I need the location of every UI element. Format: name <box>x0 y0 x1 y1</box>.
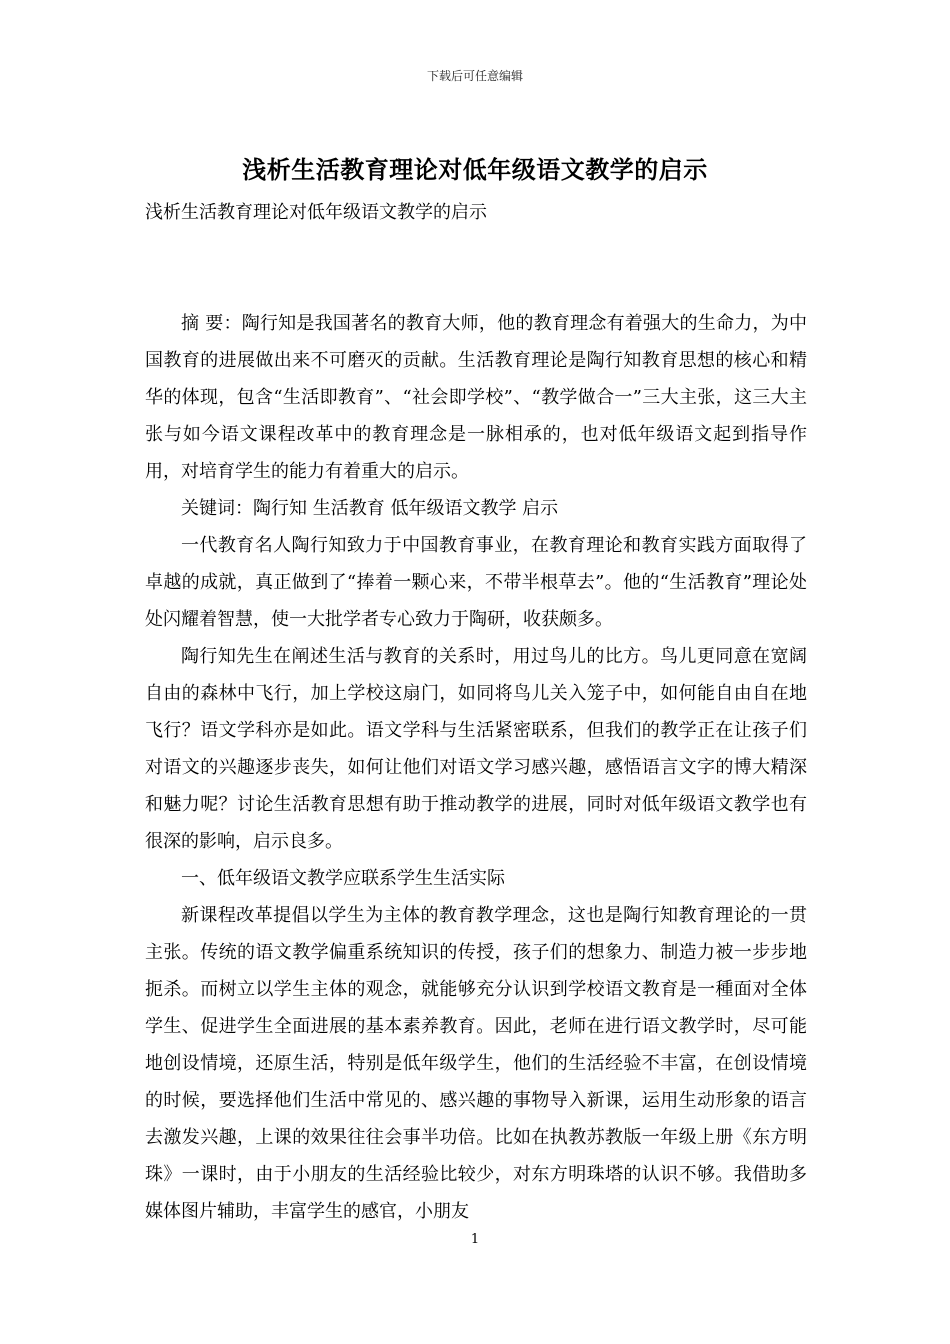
abstract-paragraph: 摘 要：陶行知是我国著名的教育大师，他的教育理念有着强大的生命力，为中国教育的进展做出来不可磨灭的贡献。生活教育理论是陶行知教育思想的核心和精华的体现，包含“生活即教育”、“社会即学校”、“教学做合一”三大主张，这三大主张与如今语文课程改革中的教育理念是一脉相承的，也对低年级语文起到指导作用，对培育学生的能力有着重大的启示。 <box>145 313 807 482</box>
body-paragraph-2: 陶行知先生在阐述生活与教育的关系时，用过鸟儿的比方。鸟儿更同意在宽阔自由的森林中飞行，加上学校这扇门，如同将鸟儿关入笼子中，如何能自由自在地飞行？语文学科亦是如此。语文学科与生活紧密联系，但我们的教学正在让孩子们对语文的兴趣逐步丧失，如何让他们对语文学习感兴趣，感悟语言文字的博大精深和魅力呢？讨论生活教育思想有助于推动教学的进展，同时对低年级语文教学也有很深的影响，启示良多。 <box>145 646 807 852</box>
document-title: 浅析生活教育理论对低年级语文教学的启示 <box>242 156 708 184</box>
document-body <box>145 194 807 1230</box>
page-number: 1 <box>470 1232 480 1247</box>
section-heading: 一、低年级语文教学应联系学生生活实际 <box>181 868 505 889</box>
keywords-line: 关键词：陶行知 生活教育 低年级语文教学 启示 <box>181 498 559 519</box>
body-paragraph-1: 一代教育名人陶行知致力于中国教育事业，在教育理论和教育实践方面取得了卓越的成就，真正做到了“捧着一颗心来，不带半根草去”。他的“生活教育”理论处处闪耀着智慧，使一大批学者专心致力于陶研，收获颇多。 <box>145 535 807 630</box>
header-note: 下载后可任意编辑 <box>426 69 523 83</box>
document-subtitle: 浅析生活教育理论对低年级语文教学的启示 <box>145 202 487 223</box>
section-paragraph: 新课程改革提倡以学生为主体的教育教学理念，这也是陶行知教育理论的一贯主张。传统的语文教学偏重系统知识的传授，孩子们的想象力、制造力被一步步地扼杀。而树立以学生主体的观念，就能够充分认识到学校语文教育是一種面对全体学生、促进学生全面进展的基本素养教育。因此，老师在进行语文教学时，尽可能地创设情境，还原生活，特别是低年级学生，他们的生活经验不丰富，在创设情境的时候，要选择他们生活中常见的、感兴趣的事物导入新课，运用生动形象的语言去激发兴趣，上课的效果往往会事半功倍。比如在执教苏教版一年级上册《东方明珠》一课时，由于小朋友的生活经验比较少，对东方明珠塔的认识不够。我借助多媒体图片辅助，丰富学生的感官，小朋友 <box>145 905 807 1222</box>
blank-space <box>145 231 807 305</box>
